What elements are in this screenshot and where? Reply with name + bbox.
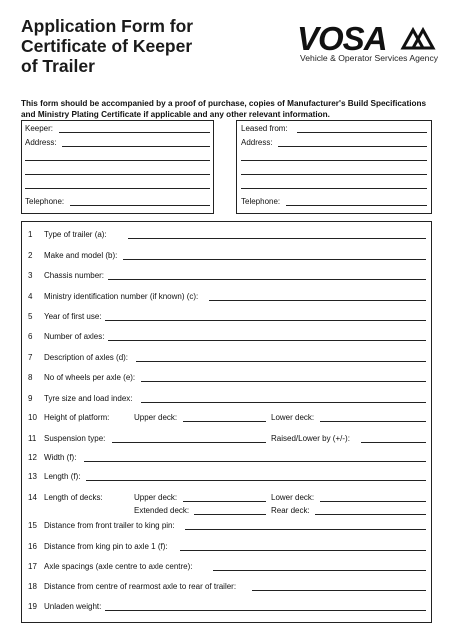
item-label: Distance from king pin to axle 1 (f): [44, 542, 168, 551]
item-label: Ministry identification number (if known) (c): [44, 292, 199, 301]
kingpin-to-axle-input[interactable] [180, 550, 426, 551]
item-number: 6 [28, 332, 33, 341]
suspension-type-input[interactable] [112, 442, 266, 443]
upper-deck-label: Upper deck: [134, 413, 178, 422]
item-number: 16 [28, 542, 37, 551]
form-title-line-2: Certificate of Keeper [21, 36, 193, 56]
chassis-number-input[interactable] [108, 279, 426, 280]
form-title-line-3: of Trailer [21, 56, 95, 76]
leased-address-input-4[interactable] [241, 188, 427, 189]
extended-deck-input[interactable] [194, 514, 266, 515]
raised-lower-label: Raised/Lower by (+/-): [271, 434, 350, 443]
item-number: 12 [28, 453, 37, 462]
item-label: Make and model (b): [44, 251, 118, 260]
leased-address-input-2[interactable] [241, 160, 427, 161]
item-label: Suspension type: [44, 434, 106, 443]
unladen-weight-input[interactable] [105, 610, 426, 611]
trailer-type-input[interactable] [128, 238, 426, 239]
form-title-line-1: Application Form for [21, 16, 194, 36]
leased-address-input-3[interactable] [241, 174, 427, 175]
item-label: Width (f): [44, 453, 77, 462]
rear-deck-input[interactable] [315, 514, 426, 515]
item-number: 3 [28, 271, 33, 280]
upper-deck-length-label: Upper deck: [134, 493, 178, 502]
item-label: Height of platform: [44, 413, 110, 422]
keeper-label: Keeper: [25, 124, 54, 133]
item-number: 2 [28, 251, 33, 260]
lower-deck-label: Lower deck: [271, 413, 315, 422]
ministry-id-input[interactable] [209, 300, 426, 301]
item-number: 11 [28, 434, 37, 443]
item-label: Length (f): [44, 472, 81, 481]
number-of-axles-input[interactable] [108, 340, 426, 341]
leased-from-input[interactable] [297, 132, 427, 133]
item-number: 10 [28, 413, 37, 422]
form-title [21, 16, 261, 76]
vosa-logo-text: VOSA [297, 20, 387, 57]
item-number: 7 [28, 353, 33, 362]
item-label: Axle spacings (axle centre to axle centre): [44, 562, 193, 571]
agency-name: Vehicle & Operator Services Agency [300, 53, 439, 63]
tyre-size-input[interactable] [141, 402, 426, 403]
year-first-use-input[interactable] [105, 320, 426, 321]
keeper-address-input-1[interactable] [62, 146, 210, 147]
axle-description-input[interactable] [136, 361, 426, 362]
rear-axle-to-rear-input[interactable] [252, 590, 426, 591]
upper-deck-height-input[interactable] [183, 421, 266, 422]
item-number: 17 [28, 562, 37, 571]
item-label: Unladen weight: [44, 602, 102, 611]
wheels-per-axle-input[interactable] [141, 381, 426, 382]
triangles-icon [403, 30, 433, 48]
item-label: Tyre size and load index: [44, 394, 133, 403]
upper-deck-length-input[interactable] [183, 501, 266, 502]
item-number: 19 [28, 602, 37, 611]
leased-from-label: Leased from: [241, 124, 288, 133]
item-number: 9 [28, 394, 33, 403]
item-label: Length of decks: [44, 493, 103, 502]
item-number: 15 [28, 521, 37, 530]
item-number: 18 [28, 582, 37, 591]
keeper-telephone-input[interactable] [70, 205, 210, 206]
item-number: 14 [28, 493, 37, 502]
keeper-address-label: Address: [25, 138, 57, 147]
item-label: Chassis number: [44, 271, 105, 280]
keeper-telephone-label: Telephone: [25, 197, 65, 206]
lower-deck-length-label: Lower deck: [271, 493, 315, 502]
keeper-input[interactable] [59, 132, 210, 133]
leased-address-input-1[interactable] [278, 146, 427, 147]
item-number: 13 [28, 472, 37, 481]
item-number: 5 [28, 312, 33, 321]
make-model-input[interactable] [123, 259, 426, 260]
item-label: Type of trailer (a): [44, 230, 107, 239]
width-input[interactable] [84, 461, 426, 462]
item-label: Year of first use: [44, 312, 102, 321]
extended-deck-label: Extended deck: [134, 506, 190, 515]
item-number: 8 [28, 373, 33, 382]
keeper-address-input-4[interactable] [25, 188, 210, 189]
length-input[interactable] [86, 480, 426, 481]
lower-deck-height-input[interactable] [320, 421, 426, 422]
leased-address-label: Address: [241, 138, 273, 147]
item-label: Distance from front trailer to king pin: [44, 521, 175, 530]
item-number: 1 [28, 230, 33, 239]
keeper-address-input-3[interactable] [25, 174, 210, 175]
raised-lower-input[interactable] [361, 442, 426, 443]
keeper-address-input-2[interactable] [25, 160, 210, 161]
leased-telephone-label: Telephone: [241, 197, 281, 206]
item-label: No of wheels per axle (e): [44, 373, 136, 382]
item-label: Distance from centre of rearmost axle to rear of trailer: [44, 582, 237, 591]
leased-telephone-input[interactable] [286, 205, 427, 206]
rear-deck-label: Rear deck: [271, 506, 310, 515]
item-number: 4 [28, 292, 33, 301]
item-label: Description of axles (d): [44, 353, 129, 362]
axle-spacings-input[interactable] [213, 570, 426, 571]
item-label: Number of axles: [44, 332, 105, 341]
lower-deck-length-input[interactable] [320, 501, 426, 502]
front-to-kingpin-input[interactable] [185, 529, 426, 530]
intro-text: This form should be accompanied by a proof of purchase, copies of Manufacturer's Build Specifications and Ministry Plating Certificate if applicable and any other relevant information. [21, 99, 427, 119]
